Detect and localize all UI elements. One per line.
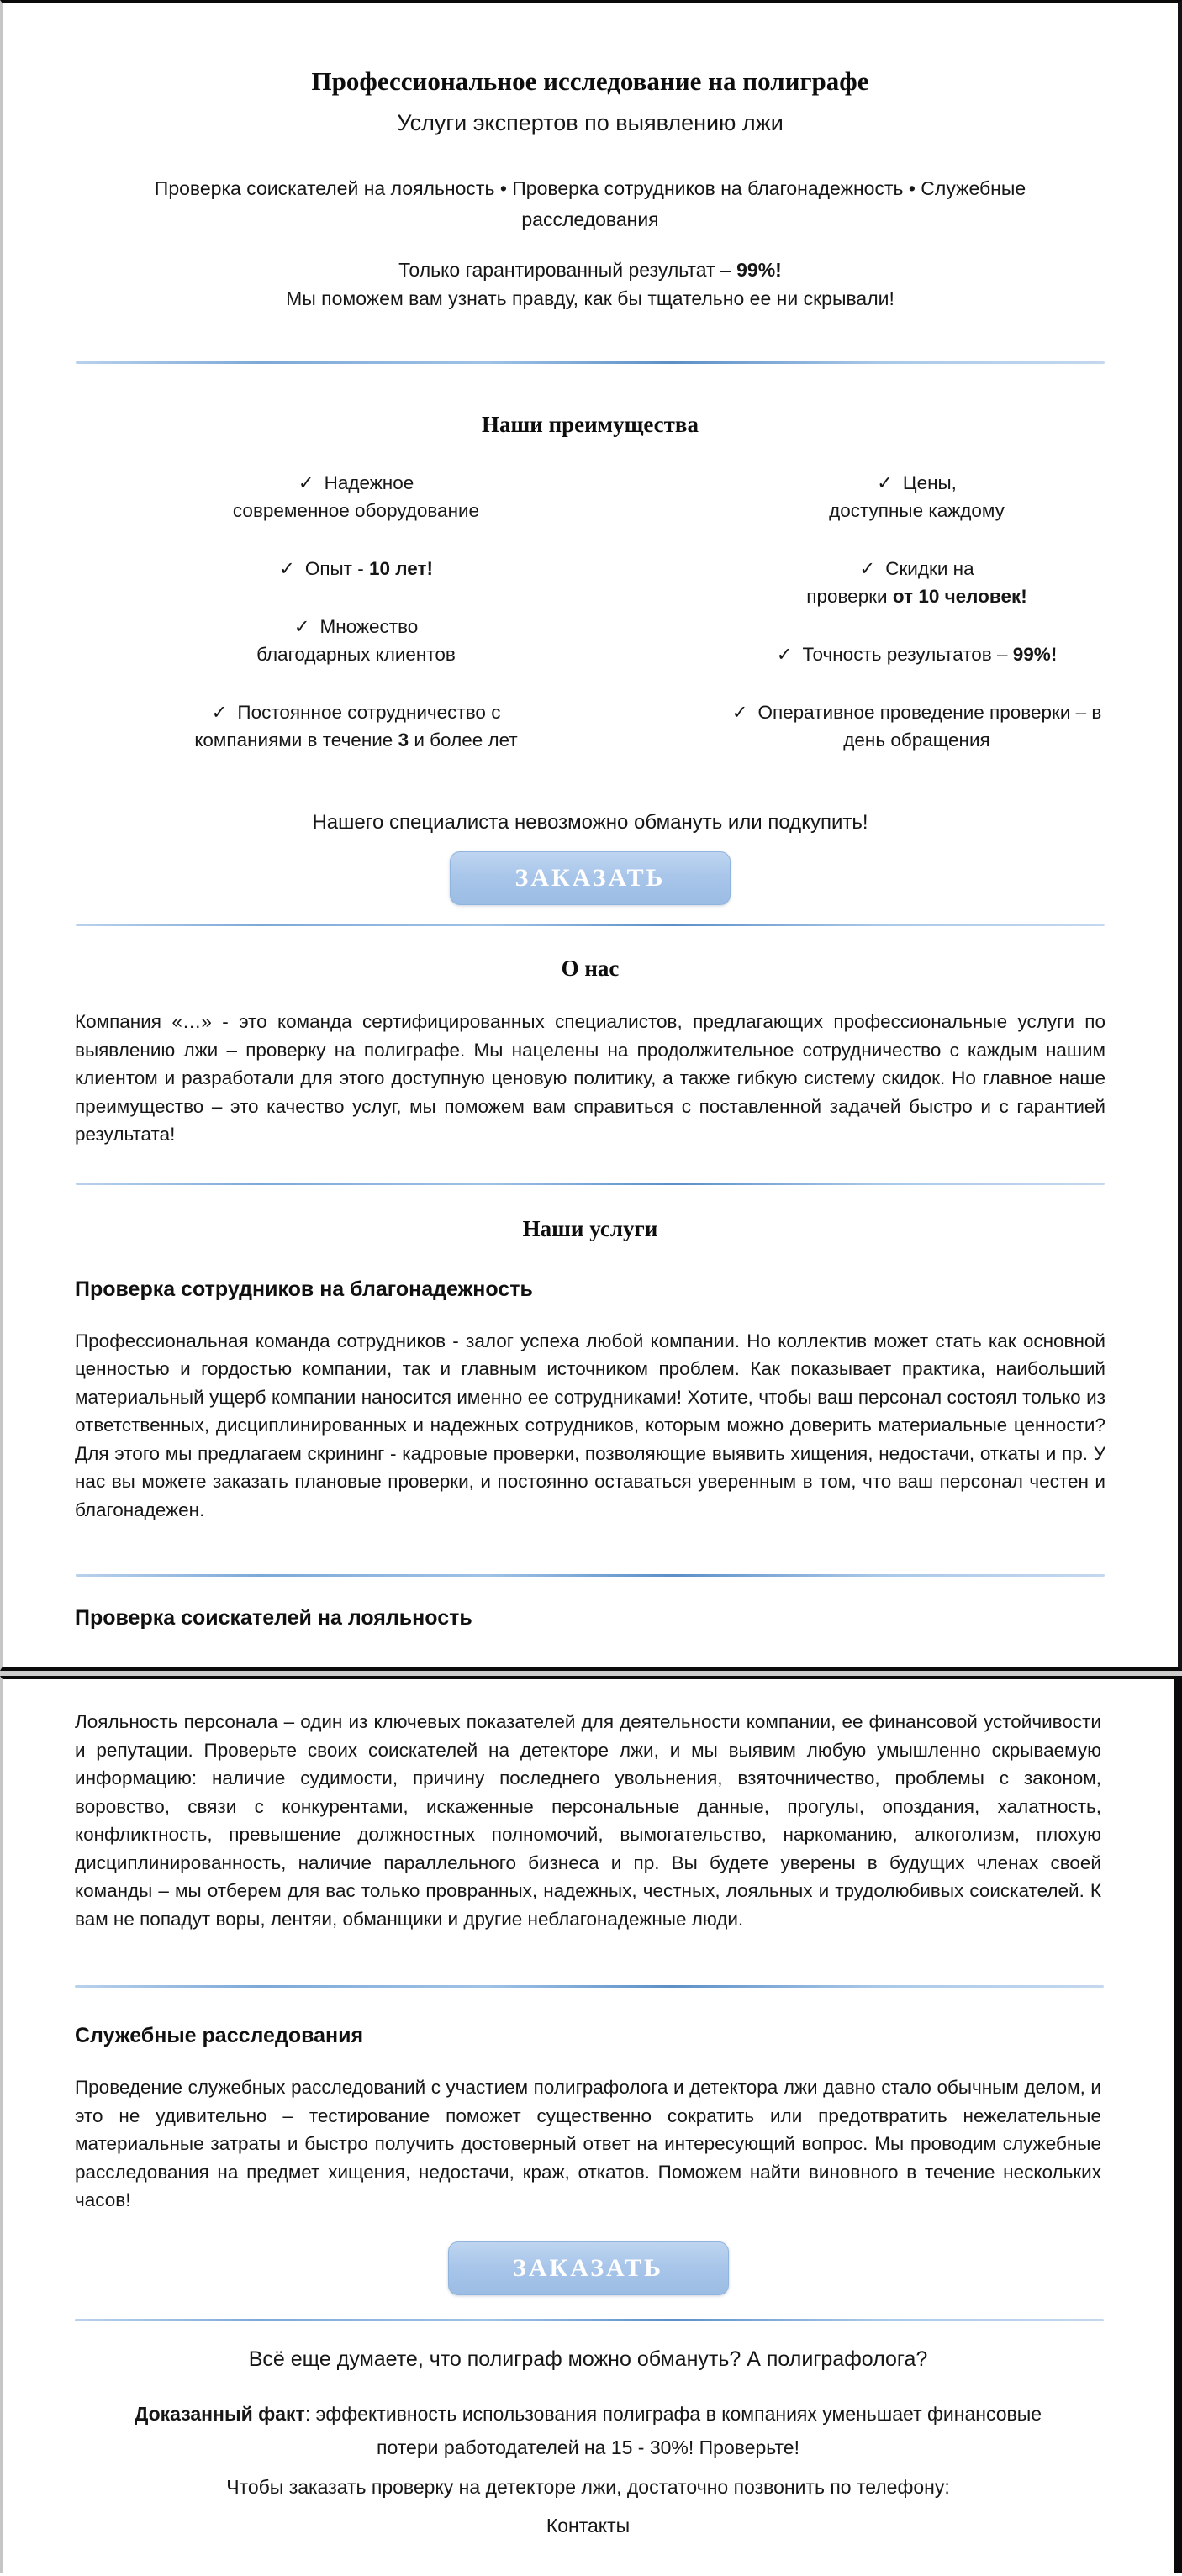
fact-text: : эффективность использования полиграфа в компаниях уменьшает финансовые потери работодателей на 15 - 30%! Проверьте! (304, 2402, 1042, 2458)
advantage-item (659, 698, 1174, 754)
phone-prompt-line: Чтобы заказать проверку на детекторе лжи, достаточно позвонить по телефону: (226, 2475, 950, 2498)
page-title: Профессиональное исследование на полиграфе (311, 66, 869, 96)
about-heading: О нас (561, 956, 620, 981)
order-button[interactable]: ЗАКАЗАТЬ (448, 2241, 729, 2295)
advantage-line (659, 555, 1174, 582)
service-investigations-heading: Служебные расследования (75, 2024, 364, 2047)
guarantee-percent: 99%! (736, 259, 782, 281)
section-divider (76, 1574, 1105, 1577)
advantage-text: Множество (319, 616, 419, 637)
section-divider (75, 2319, 1104, 2321)
cta-container (75, 2241, 1101, 2295)
advantages-columns (75, 469, 1105, 784)
services-heading: Наши услуги (522, 1215, 658, 1241)
guarantee-line (75, 255, 1105, 284)
service-reliability-paragraph: Профессиональная команда сотрудников - залог успеха любой компании. Но коллектив может стать как основной ценностью и гордостью компании, так и главным источником проблем. Как показывает практика, наибольший материальный ущерб компании наносится именно ее сотрудниками! Хотите, чтобы ваш персонал состоял только из ответственных, дисциплинированных и надежных сотрудников, которым можно доверить материальные ценности? Для этого мы предлагаем скрининг - кадровые проверки, позволяющие выявить хищения, недостачи, откаты и пр. У нас вы можете заказать плановые проверки, и постоянно оставаться уверенным в том, что ваш персонал честен и благонадежен. (75, 1330, 1105, 1520)
advantages-column-left (98, 469, 614, 784)
advantage-text-bold: 3 (398, 730, 409, 751)
advantage-line: благодарных клиентов (256, 644, 456, 665)
motto-line: Нашего специалиста невозможно обмануть или подкупить! (312, 811, 868, 834)
page-2 (0, 1676, 1182, 2573)
advantage-item (659, 640, 1174, 668)
services-summary-line: Проверка соискателей на лояльность • Проверка сотрудников на благонадежность • Служебные расследования (154, 177, 1026, 230)
check-icon: ✓ (293, 616, 310, 637)
section-divider (76, 1183, 1105, 1185)
advantage-line (98, 698, 614, 726)
service-loyalty-heading: Проверка соискателей на лояльность (75, 1606, 472, 1630)
advantage-line (659, 582, 1174, 610)
service-investigations-paragraph: Проведение служебных расследований с участием полиграфолога и детектора лжи давно стало обычным делом, и это не удивительно – тестирование поможет существенно сократить или предотвратить нежелательные материальные затраты и быстро получить достоверный ответ на интересующий вопрос. Мы проводим служебные расследования на предмет хищения, недостачи, краж, откатов. Поможем найти виновного в течение нескольких часов! (75, 2077, 1101, 2210)
advantage-text: Скидки на (885, 558, 974, 579)
advantage-line (659, 469, 1174, 497)
advantage-text: Цены, (902, 472, 957, 493)
check-icon: ✓ (776, 644, 793, 665)
service-reliability-heading: Проверка сотрудников на благонадежность (75, 1277, 533, 1301)
advantage-item (98, 469, 614, 524)
section-divider (76, 924, 1105, 926)
advantage-line (98, 469, 614, 497)
advantage-text-bold: 99%! (1012, 644, 1058, 665)
advantage-item (98, 613, 614, 668)
check-icon: ✓ (859, 558, 876, 579)
proven-fact-line (105, 2397, 1072, 2464)
advantage-item (659, 555, 1174, 610)
check-icon: ✓ (877, 472, 893, 493)
advantage-text: и более лет (409, 730, 518, 751)
advantage-line: доступные каждому (829, 500, 1005, 521)
advantage-line: современное оборудование (232, 500, 480, 521)
promise-line: Мы поможем вам узнать правду, как бы тщательно ее ни скрывали! (286, 287, 894, 309)
guarantee-text: Только гарантированный результат – (398, 259, 737, 281)
service-loyalty-paragraph: Лояльность персонала – один из ключевых показателей для деятельности компании, ее финансовой устойчивости и репутации. Проверьте своих соискателей на детекторе лжи, и мы выявим любую умышленно скрываемую информацию: наличие судимости, причину последнего увольнения, взяточничество, проблемы с законом, воровство, связи с конкурентами, искаженные персональные данные, прогулы, опоздания, халатность, конфликтность, превышение должностных полномочий, вымогательство, наркоманию, алкоголизм, плохую дисциплинированность, наличие параллельного бизнеса и пр. Вы будете уверены в будущих членах своей команды – мы отберем для вас только провранных, надежных, честных, лояльных и трудолюбивых соискателей. К вам не попадут воры, лентяи, обманщики и другие неблагонадежные люди. (75, 1711, 1101, 1930)
section-divider (75, 1985, 1104, 1988)
advantage-text: Опыт - (304, 558, 369, 579)
check-icon: ✓ (298, 472, 314, 493)
advantages-heading: Наши преимущества (481, 412, 699, 437)
order-button[interactable]: ЗАКАЗАТЬ (450, 851, 731, 905)
advantage-text: Оперативное проведение проверки – в (757, 702, 1102, 723)
cta-container (75, 851, 1105, 905)
advantage-line (98, 613, 614, 640)
advantage-line: день обращения (843, 730, 990, 751)
about-paragraph: Компания «…» - это команда сертифицированных специалистов, предлагающих профессиональные услуги по выявлению лжи – проверку на полиграфе. Мы нацелены на продолжительное сотрудничество с каждым нашим клиентом и разработали для этого доступную ценовую политику, а также гибкую систему скидок. Но главное наше преимущество – это качество услуг, мы поможем вам справиться с поставленной задачей быстро и с гарантией результата! (75, 1011, 1105, 1145)
advantage-line (98, 555, 614, 582)
advantage-item (98, 555, 614, 582)
advantage-text: компаниями в течение (194, 730, 398, 751)
advantage-line (659, 640, 1174, 668)
check-icon: ✓ (278, 558, 295, 579)
advantage-line (98, 726, 614, 754)
check-icon: ✓ (211, 702, 228, 723)
advantage-text: Постоянное сотрудничество с (237, 702, 501, 723)
advantage-text: проверки (806, 586, 893, 607)
page-subtitle: Услуги экспертов по выявлению лжи (397, 110, 784, 135)
advantage-text: Надежное (324, 472, 414, 493)
section-divider (76, 361, 1105, 364)
advantage-item (659, 469, 1174, 524)
check-icon: ✓ (731, 702, 748, 723)
fact-label: Доказанный факт (134, 2402, 305, 2425)
advantages-column-right (659, 469, 1174, 784)
advantage-line (659, 698, 1174, 726)
closing-question: Всё еще думаете, что полиграф можно обмануть? А полиграфолога? (248, 2347, 928, 2371)
contacts-label: Контакты (546, 2514, 631, 2536)
advantage-text: Точность результатов – (802, 644, 1013, 665)
advantage-text-bold: 10 лет! (369, 558, 434, 579)
advantage-text-bold: от 10 человек! (892, 586, 1027, 607)
advantage-item (98, 698, 614, 754)
